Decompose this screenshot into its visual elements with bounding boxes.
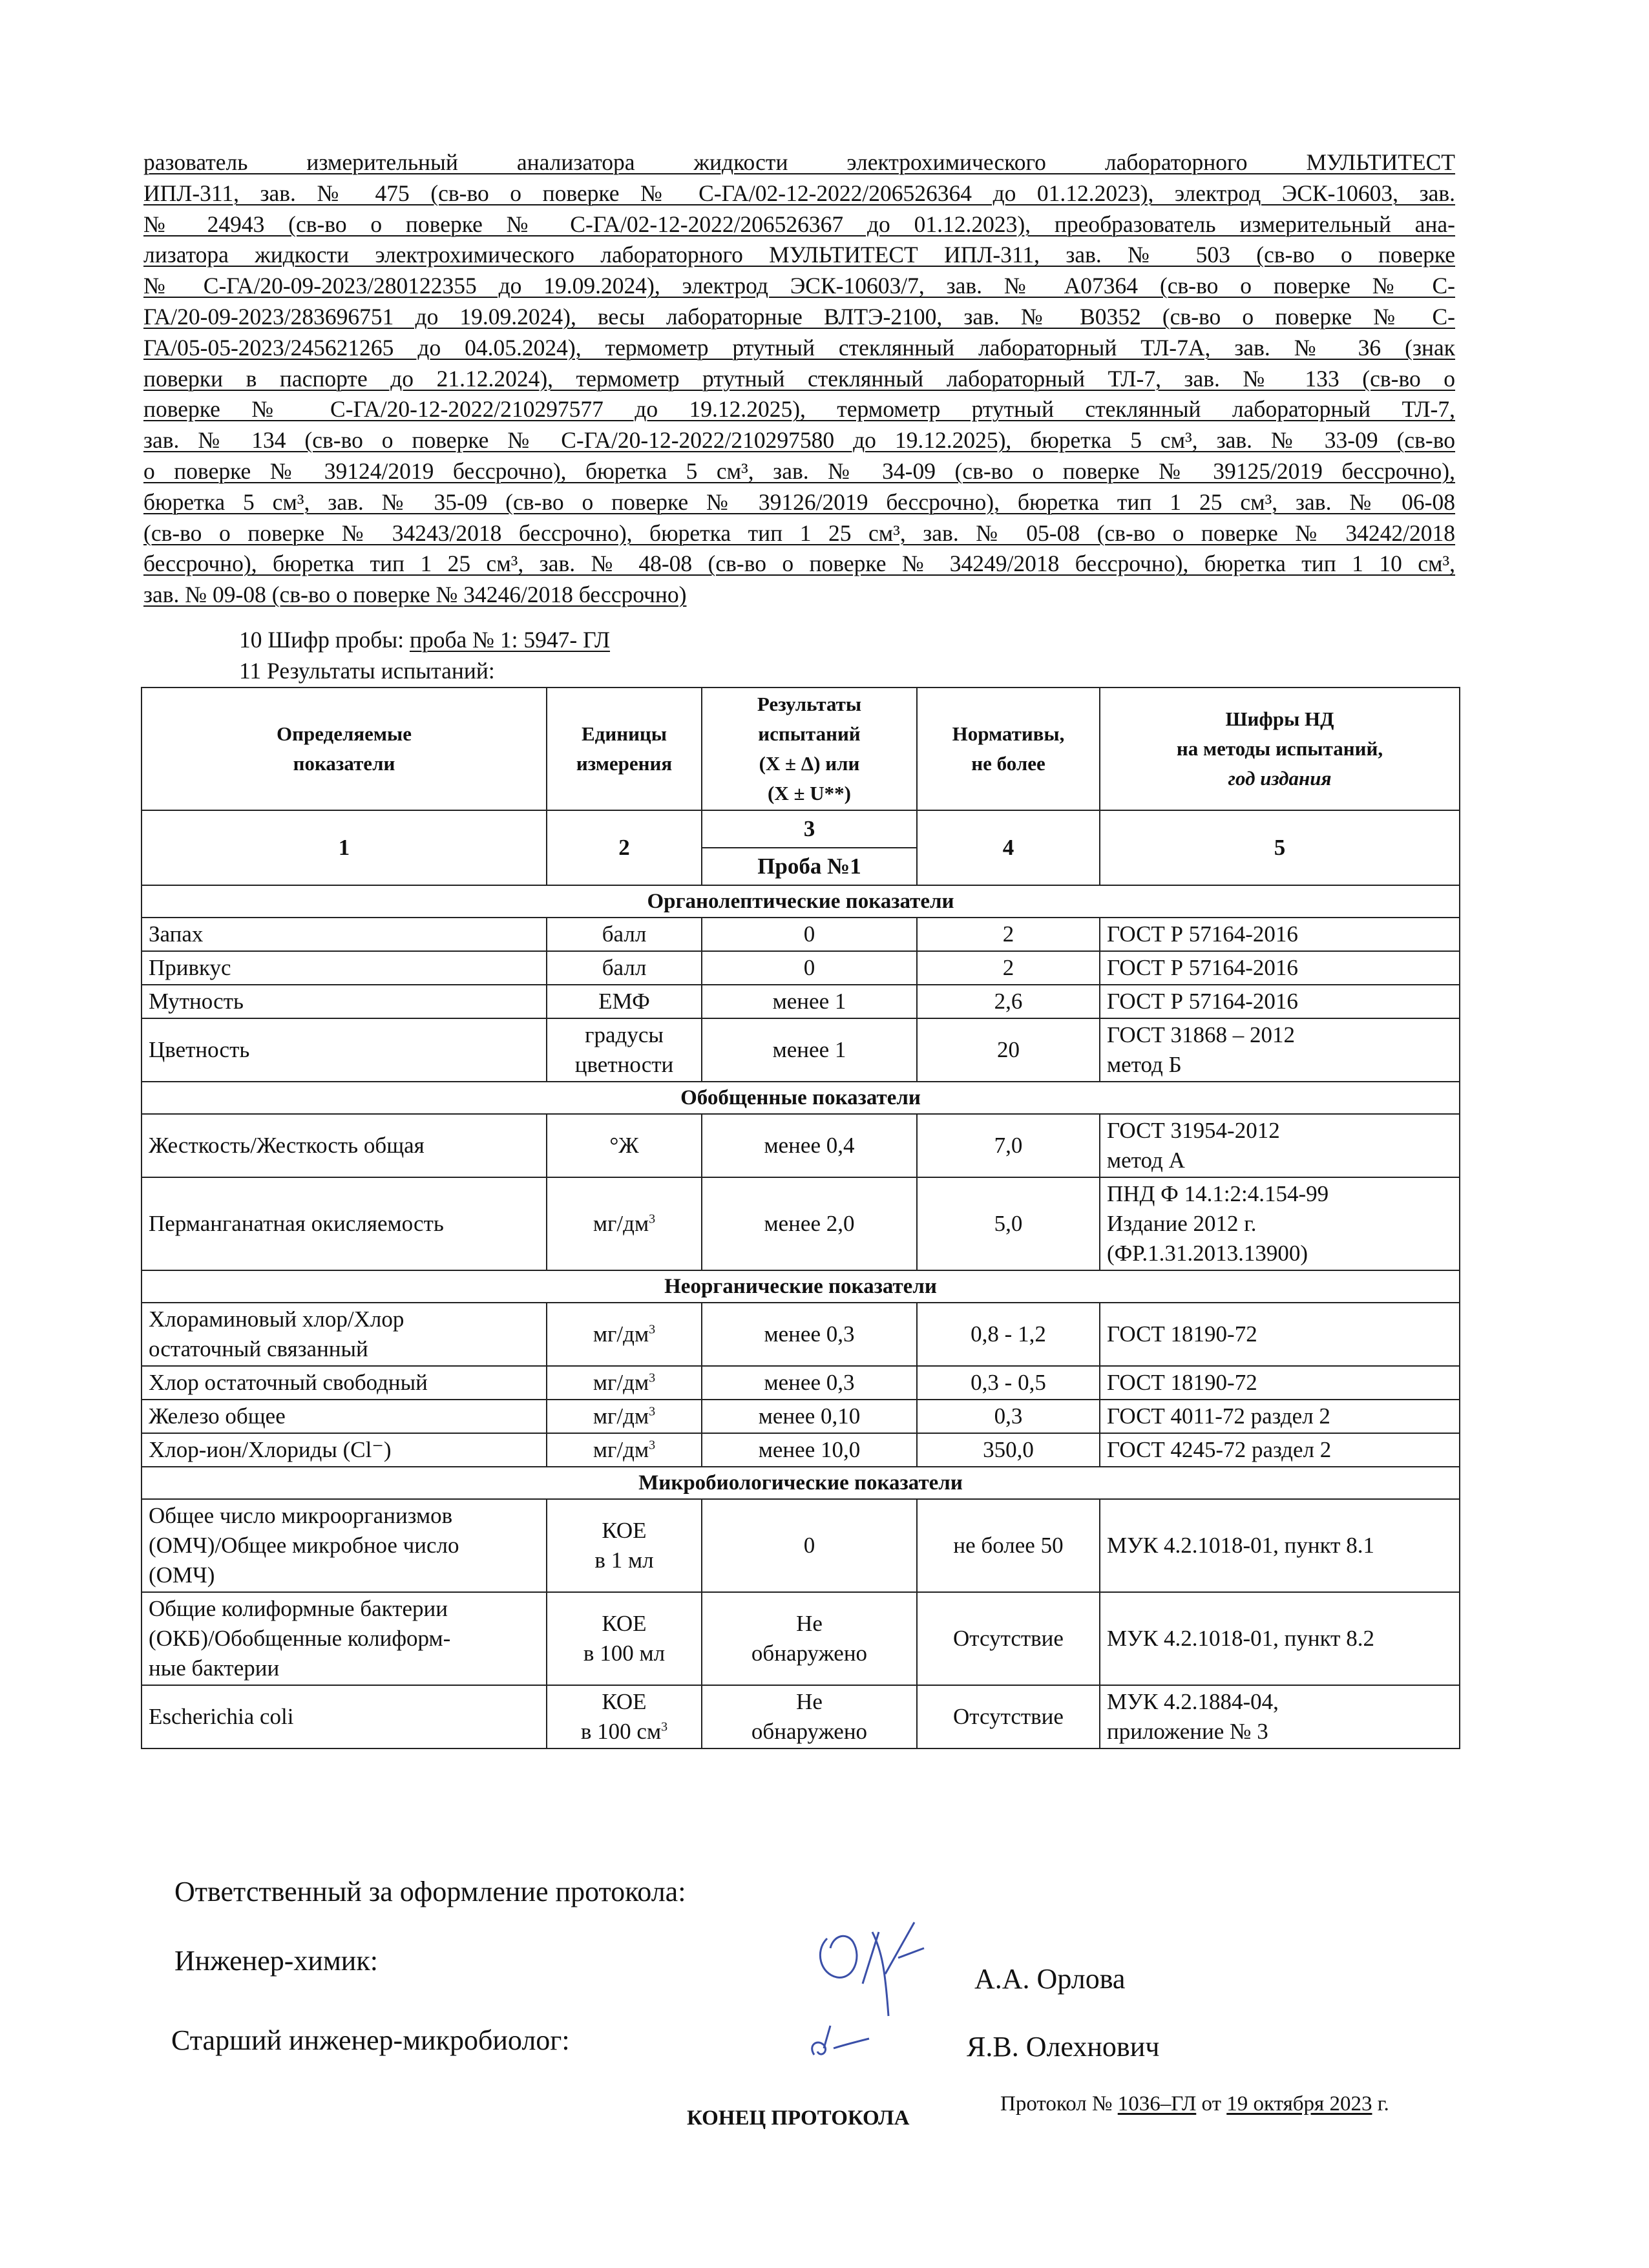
header-parameter-line: показатели bbox=[293, 752, 395, 775]
unit-superscript: 3 bbox=[649, 1212, 656, 1226]
method-cell bbox=[1100, 1018, 1460, 1082]
results-table bbox=[141, 687, 1460, 1749]
method-text: ГОСТ 18190-72 bbox=[1107, 1370, 1257, 1395]
unit-cell bbox=[547, 951, 702, 985]
parameter-cell bbox=[142, 1114, 547, 1177]
equipment-line-text: ГА/20-09-2023/283696751 до 19.09.2024), весы лабораторные ВЛТЭ-2100, зав. № В0352 (св-во о поверке № С- bbox=[143, 303, 1455, 330]
column-number: 1 bbox=[142, 810, 547, 885]
result-cell bbox=[702, 1303, 917, 1366]
unit-superscript: 3 bbox=[649, 1404, 656, 1419]
equipment-line bbox=[143, 580, 1455, 611]
footer-suffix: г. bbox=[1372, 2092, 1389, 2116]
parameter-text: (ОКБ)/Обобщенные колиформ- bbox=[149, 1626, 451, 1651]
parameter-cell bbox=[142, 1177, 547, 1270]
result-text: Не bbox=[796, 1689, 823, 1714]
method-cell bbox=[1100, 951, 1460, 985]
method-cell bbox=[1100, 1114, 1460, 1177]
unit-text: градусы цветности bbox=[574, 1022, 674, 1077]
norm-text: 2 bbox=[1002, 955, 1014, 980]
result-text: менее 2,0 bbox=[764, 1211, 855, 1236]
method-text: ГОСТ Р 57164-2016 bbox=[1107, 955, 1298, 980]
unit-text: КОЕ bbox=[602, 1611, 647, 1636]
method-cell bbox=[1100, 1400, 1460, 1433]
equipment-line bbox=[143, 209, 1455, 240]
parameter-text: Железо общее bbox=[149, 1403, 286, 1429]
parameter-text: Общее число микроорганизмов bbox=[149, 1503, 453, 1528]
table-row bbox=[142, 1114, 1460, 1177]
table-row bbox=[142, 1018, 1460, 1082]
norm-text: 5,0 bbox=[994, 1211, 1023, 1236]
equipment-line-text: ГА/05-05-2023/245621265 до 04.05.2024), термометр ртутный стеклянный лабораторный ТЛ-7А, зав. № 36 (знак bbox=[143, 334, 1455, 361]
equipment-line bbox=[143, 178, 1455, 209]
unit-text: в 100 мл bbox=[583, 1641, 666, 1666]
responsible-label: Ответственный за оформление протокола: bbox=[174, 1876, 686, 1907]
equipment-line-text: зав. № 134 (св-во о поверке № С-ГА/20-12-2022/210297580 до 19.12.2025), бюретка 5 см³, зав. № 33-09 (св-во bbox=[143, 427, 1455, 454]
footer-prefix: Протокол № bbox=[1000, 2092, 1118, 2116]
unit-cell bbox=[547, 1114, 702, 1177]
unit-cell bbox=[547, 1177, 702, 1270]
result-cell bbox=[702, 1499, 917, 1592]
parameter-text: Хлор-ион/Хлориды (Cl⁻) bbox=[149, 1437, 392, 1462]
sample-code-value: проба № 1: 5947- ГЛ bbox=[409, 627, 611, 653]
equipment-line bbox=[143, 147, 1455, 178]
method-cell bbox=[1100, 985, 1460, 1018]
footer-date: 19 октября 2023 bbox=[1226, 2092, 1372, 2116]
equipment-line-text: лизатора жидкости электрохимического лабораторного МУЛЬТИТЕСТ ИПЛ-311, зав. № 503 (св-во о поверке bbox=[143, 242, 1455, 268]
equipment-line bbox=[143, 394, 1455, 425]
header-result-line: испытаний bbox=[758, 722, 861, 745]
chemist-name: А.А. Орлова bbox=[974, 1963, 1126, 1995]
parameter-text: ные бактерии bbox=[149, 1655, 280, 1681]
norm-cell bbox=[917, 1433, 1100, 1467]
unit-cell bbox=[547, 1433, 702, 1467]
equipment-line-text: бюретка 5 см³, зав. № 35-09 (св-во о поверке № 39126/2019 бессрочно), бюретка тип 1 25 см³, зав. № 06-08 bbox=[143, 488, 1455, 515]
norm-text: 350,0 bbox=[983, 1437, 1034, 1462]
unit-text: в 100 см bbox=[580, 1719, 662, 1744]
result-text: менее 1 bbox=[772, 989, 846, 1014]
table-row bbox=[142, 918, 1460, 951]
section-title: Обобщенные показатели bbox=[142, 1082, 1460, 1114]
method-text: (ФР.1.31.2013.13900) bbox=[1107, 1241, 1308, 1266]
method-text: ГОСТ 4245-72 раздел 2 bbox=[1107, 1437, 1332, 1462]
unit-superscript: 3 bbox=[661, 1719, 668, 1734]
norm-cell bbox=[917, 1114, 1100, 1177]
result-cell bbox=[702, 1114, 917, 1177]
parameter-text: Цветность bbox=[149, 1037, 250, 1062]
parameter-text: Привкус bbox=[149, 955, 231, 980]
method-text: ГОСТ 4011-72 раздел 2 bbox=[1107, 1403, 1330, 1429]
header-result bbox=[702, 688, 917, 810]
method-text: метод Б bbox=[1107, 1052, 1182, 1077]
method-text: ГОСТ 31868 – 2012 bbox=[1107, 1022, 1296, 1047]
microbiologist-signature bbox=[804, 2016, 895, 2068]
norm-text: Отсутствие bbox=[953, 1704, 1064, 1729]
table-row bbox=[142, 951, 1460, 985]
equipment-line-text: № 24943 (св-во о поверке № С-ГА/02-12-2022/206526367 до 01.12.2023), преобразователь измерительный ана- bbox=[143, 211, 1455, 237]
method-cell bbox=[1100, 1499, 1460, 1592]
unit-cell bbox=[547, 1685, 702, 1748]
unit-cell bbox=[547, 918, 702, 951]
result-cell bbox=[702, 918, 917, 951]
unit-text: мг/дм bbox=[593, 1211, 649, 1236]
result-text: 0 bbox=[803, 1533, 815, 1558]
column-number: 2 bbox=[547, 810, 702, 885]
method-cell bbox=[1100, 1366, 1460, 1400]
equipment-line-text: зав. № 09-08 (св-во о поверке № 34246/2018 бессрочно) bbox=[143, 582, 687, 608]
result-text: менее 0,3 bbox=[764, 1321, 855, 1347]
parameter-cell bbox=[142, 951, 547, 985]
parameter-text: Жесткость/Жесткость общая bbox=[149, 1133, 425, 1158]
norm-cell bbox=[917, 1303, 1100, 1366]
header-norm-line: Нормативы, bbox=[952, 722, 1065, 745]
equipment-line bbox=[143, 333, 1455, 364]
table-row bbox=[142, 985, 1460, 1018]
equipment-line-text: поверки в паспорте до 21.12.2024), термометр ртутный стеклянный лабораторный ТЛ-7, зав. № 133 (св-во о bbox=[143, 365, 1455, 392]
parameter-text: Перманганатная окисляемость bbox=[149, 1211, 444, 1236]
sample-code-line bbox=[239, 625, 610, 654]
parameter-text: Хлораминовый хлор/Хлор bbox=[149, 1307, 404, 1332]
parameter-cell bbox=[142, 1433, 547, 1467]
table-row bbox=[142, 1303, 1460, 1366]
section-title: Неорганические показатели bbox=[142, 1270, 1460, 1303]
norm-cell bbox=[917, 1018, 1100, 1082]
unit-superscript: 3 bbox=[649, 1370, 656, 1385]
result-cell bbox=[702, 951, 917, 985]
equipment-line bbox=[143, 487, 1455, 518]
end-of-protocol: КОНЕЦ ПРОТОКОЛА bbox=[687, 2106, 910, 2130]
unit-text: балл bbox=[602, 921, 647, 947]
result-text: менее 10,0 bbox=[758, 1437, 861, 1462]
method-text: ГОСТ 18190-72 bbox=[1107, 1321, 1257, 1347]
equipment-line-text: (св-во о поверке № 34243/2018 бессрочно), бюретка тип 1 25 см³, зав. № 05-08 (св-во о поверке № 34242/2018 bbox=[143, 520, 1455, 546]
footer-number: 1036–ГЛ bbox=[1117, 2092, 1197, 2116]
parameter-text: остаточный связанный bbox=[149, 1336, 368, 1361]
equipment-line-text: № С-ГА/20-09-2023/280122355 до 19.09.2024), электрод ЭСК-10603/7, зав. № А07364 (св-во о поверке № С- bbox=[143, 273, 1455, 299]
method-cell bbox=[1100, 1685, 1460, 1748]
column-number: 4 bbox=[917, 810, 1100, 885]
result-cell bbox=[702, 1685, 917, 1748]
norm-cell bbox=[917, 1685, 1100, 1748]
table-row bbox=[142, 1592, 1460, 1685]
unit-text: мг/дм bbox=[593, 1370, 649, 1395]
header-parameter-line: Определяемые bbox=[276, 722, 412, 745]
unit-cell bbox=[547, 1499, 702, 1592]
header-method bbox=[1100, 688, 1460, 810]
method-text: МУК 4.2.1884-04, bbox=[1107, 1689, 1279, 1714]
result-cell bbox=[702, 1177, 917, 1270]
results-heading: 11 Результаты испытаний: bbox=[239, 658, 495, 684]
equipment-line bbox=[143, 549, 1455, 580]
table-row bbox=[142, 1400, 1460, 1433]
method-text: МУК 4.2.1018-01, пункт 8.2 bbox=[1107, 1626, 1374, 1651]
method-cell bbox=[1100, 1177, 1460, 1270]
method-text: Издание 2012 г. bbox=[1107, 1211, 1257, 1236]
result-text: менее 0,10 bbox=[758, 1403, 861, 1429]
section-title: Микробиологические показатели bbox=[142, 1467, 1460, 1499]
result-text: 0 bbox=[803, 921, 815, 947]
norm-text: 0,3 - 0,5 bbox=[971, 1370, 1046, 1395]
header-unit-line: измерения bbox=[576, 752, 673, 775]
method-text: метод А bbox=[1107, 1148, 1185, 1173]
sample-label: Проба №1 bbox=[702, 848, 917, 885]
norm-text: 2,6 bbox=[994, 989, 1023, 1014]
table-row bbox=[142, 1433, 1460, 1467]
unit-superscript: 3 bbox=[649, 1322, 656, 1337]
parameter-text: Хлор остаточный свободный bbox=[149, 1370, 428, 1395]
unit-text: ЕМФ bbox=[598, 989, 650, 1014]
section-row bbox=[142, 1082, 1460, 1114]
section-title: Органолептические показатели bbox=[142, 885, 1460, 918]
parameter-cell bbox=[142, 1366, 547, 1400]
equipment-line bbox=[143, 364, 1455, 395]
norm-text: не более 50 bbox=[953, 1533, 1064, 1558]
unit-cell bbox=[547, 985, 702, 1018]
protocol-footer bbox=[1000, 2092, 1389, 2116]
result-cell bbox=[702, 1018, 917, 1082]
result-cell bbox=[702, 1366, 917, 1400]
column-number: 3 bbox=[702, 810, 917, 848]
chemist-signature bbox=[801, 1913, 950, 2022]
unit-text: в 1 мл bbox=[594, 1548, 654, 1573]
method-text: ГОСТ Р 57164-2016 bbox=[1107, 921, 1298, 947]
result-cell bbox=[702, 1433, 917, 1467]
norm-text: Отсутствие bbox=[953, 1626, 1064, 1651]
result-cell bbox=[702, 1400, 917, 1433]
norm-cell bbox=[917, 1499, 1100, 1592]
equipment-line bbox=[143, 240, 1455, 271]
norm-cell bbox=[917, 1366, 1100, 1400]
norm-cell bbox=[917, 1592, 1100, 1685]
norm-cell bbox=[917, 918, 1100, 951]
section-row bbox=[142, 1270, 1460, 1303]
parameter-cell bbox=[142, 1400, 547, 1433]
unit-text: мг/дм bbox=[593, 1437, 649, 1462]
footer-mid: от bbox=[1196, 2092, 1227, 2116]
equipment-line-text: о поверке № 39124/2019 бессрочно), бюретка 5 см³, зав. № 34-09 (св-во о поверке № 39125/2019 бессрочно), bbox=[143, 457, 1455, 484]
result-text: менее 1 bbox=[772, 1037, 846, 1062]
parameter-text: (ОМЧ) bbox=[149, 1562, 215, 1588]
result-cell bbox=[702, 985, 917, 1018]
parameter-cell bbox=[142, 1592, 547, 1685]
unit-text: °Ж bbox=[609, 1133, 639, 1158]
method-text: МУК 4.2.1018-01, пункт 8.1 bbox=[1107, 1533, 1374, 1558]
unit-cell bbox=[547, 1592, 702, 1685]
unit-cell bbox=[547, 1400, 702, 1433]
parameter-cell bbox=[142, 985, 547, 1018]
method-cell bbox=[1100, 1592, 1460, 1685]
header-result-line: (X ± U**) bbox=[768, 782, 851, 804]
header-norm-line: не более bbox=[971, 752, 1045, 775]
equipment-line bbox=[143, 271, 1455, 302]
method-text: ПНД Ф 14.1:2:4.154-99 bbox=[1107, 1181, 1329, 1206]
method-cell bbox=[1100, 1303, 1460, 1366]
column-number-row bbox=[142, 810, 1460, 848]
unit-text: КОЕ bbox=[602, 1689, 647, 1714]
norm-cell bbox=[917, 1400, 1100, 1433]
table-row bbox=[142, 1685, 1460, 1748]
result-text: обнаружено bbox=[751, 1719, 868, 1744]
section-row bbox=[142, 1467, 1460, 1499]
equipment-line-text: ИПЛ-311, зав. № 475 (св-во о поверке № С-ГА/02-12-2022/206526364 до 01.12.2023), электрод ЭСК-10603, зав. bbox=[143, 180, 1455, 206]
parameter-cell bbox=[142, 918, 547, 951]
unit-text: мг/дм bbox=[593, 1321, 649, 1347]
parameter-text: Общие колиформные бактерии bbox=[149, 1596, 448, 1621]
parameter-text: Запах bbox=[149, 921, 204, 947]
header-method-italic: год издания bbox=[1228, 767, 1332, 790]
parameter-cell bbox=[142, 1685, 547, 1748]
norm-text: 20 bbox=[997, 1037, 1020, 1062]
header-unit bbox=[547, 688, 702, 810]
method-text: ГОСТ 31954-2012 bbox=[1107, 1118, 1280, 1143]
norm-text: 2 bbox=[1002, 921, 1014, 947]
method-text: приложение № 3 bbox=[1107, 1719, 1268, 1744]
method-cell bbox=[1100, 1433, 1460, 1467]
result-text: 0 bbox=[803, 955, 815, 980]
equipment-line bbox=[143, 302, 1455, 333]
unit-superscript: 3 bbox=[649, 1438, 656, 1453]
parameter-text: (ОМЧ)/Общее микробное число bbox=[149, 1533, 459, 1558]
unit-cell bbox=[547, 1303, 702, 1366]
method-cell bbox=[1100, 918, 1460, 951]
unit-cell bbox=[547, 1018, 702, 1082]
table-row bbox=[142, 1499, 1460, 1592]
header-result-line: (X ± Δ) или bbox=[759, 752, 860, 775]
unit-text: КОЕ bbox=[602, 1518, 647, 1543]
unit-cell bbox=[547, 1366, 702, 1400]
unit-text: балл bbox=[602, 955, 647, 980]
parameter-cell bbox=[142, 1303, 547, 1366]
result-cell bbox=[702, 1592, 917, 1685]
table-row bbox=[142, 1366, 1460, 1400]
microbiologist-name: Я.В. Олехнович bbox=[967, 2031, 1160, 2063]
microbiologist-title: Старший инженер-микробиолог: bbox=[171, 2024, 570, 2056]
sample-code-label: 10 Шифр пробы: bbox=[239, 627, 410, 653]
norm-text: 0,8 - 1,2 bbox=[971, 1321, 1046, 1347]
unit-text: мг/дм bbox=[593, 1403, 649, 1429]
norm-text: 0,3 bbox=[994, 1403, 1023, 1429]
result-text: обнаружено bbox=[751, 1641, 868, 1666]
equipment-paragraph bbox=[143, 147, 1455, 611]
chemist-title: Инженер-химик: bbox=[174, 1945, 378, 1977]
header-method-line: Шифры НД bbox=[1225, 708, 1334, 730]
norm-cell bbox=[917, 985, 1100, 1018]
parameter-text: Мутность bbox=[149, 989, 244, 1014]
result-text: менее 0,3 bbox=[764, 1370, 855, 1395]
result-text: Не bbox=[796, 1611, 823, 1636]
header-parameter bbox=[142, 688, 547, 810]
equipment-line-text: поверке № С-ГА/20-12-2022/210297577 до 19.12.2025), термометр ртутный стеклянный лабораторный ТЛ-7, bbox=[143, 396, 1455, 423]
parameter-cell bbox=[142, 1018, 547, 1082]
equipment-line bbox=[143, 456, 1455, 487]
header-result-line: Результаты bbox=[757, 693, 862, 715]
header-unit-line: Единицы bbox=[581, 722, 667, 745]
result-text: менее 0,4 bbox=[764, 1133, 855, 1158]
norm-cell bbox=[917, 951, 1100, 985]
parameter-text: Escherichia coli bbox=[149, 1704, 294, 1729]
equipment-line-text: разователь измерительный анализатора жидкости электрохимического лабораторного МУЛЬТИТЕСТ bbox=[143, 149, 1455, 175]
column-number: 5 bbox=[1100, 810, 1460, 885]
equipment-line bbox=[143, 518, 1455, 549]
equipment-line-text: бессрочно), бюретка тип 1 25 см³, зав. № 48-08 (св-во о поверке № 34249/2018 бессрочно), бюретка тип 1 10 см³, bbox=[143, 551, 1455, 577]
header-method-line: на методы испытаний, bbox=[1176, 737, 1383, 760]
table-row bbox=[142, 1177, 1460, 1270]
section-row bbox=[142, 885, 1460, 918]
header-norm bbox=[917, 688, 1100, 810]
equipment-line bbox=[143, 425, 1455, 456]
norm-text: 7,0 bbox=[994, 1133, 1023, 1158]
parameter-cell bbox=[142, 1499, 547, 1592]
method-text: ГОСТ Р 57164-2016 bbox=[1107, 989, 1298, 1014]
norm-cell bbox=[917, 1177, 1100, 1270]
